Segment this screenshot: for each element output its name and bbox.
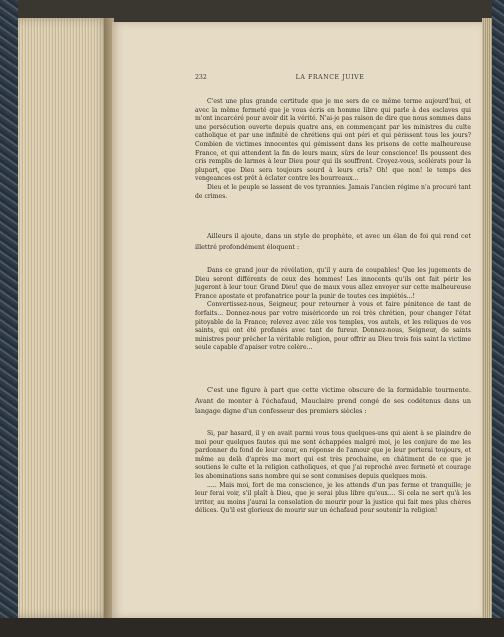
page-edges-left [18,18,110,618]
narration-text: Ailleurs il ajoute, dans un style de prophète, et avec un élan de foi qui rend cet illettré profondément éloquent : [195,232,471,251]
book-cover-left [0,0,18,637]
narration-paragraph-1 [195,231,471,252]
page-header [195,74,465,86]
page-content [112,22,482,618]
quote-paragraph: Si, par hasard, il y en avait parmi vous tous quelques-uns qui aient à se plaindre de moi pour quelques fautes qui me sont échappées malgré moi, je les conjure de me les pardonner du fond de leur cœur, en réponse de l'amour que je leur porterai toujours, et même au delà d'après ma mort qui est très prochaine, en châtiment de ce que je soutiens le culte et la religion catholiques, et que j'ai reproché avec fermeté et courage les abominations sans nombre qui se sont commises depuis quelques mois. [195,430,471,480]
book-cover-right [492,0,504,637]
narration-text: C'est une figure à part que cette victime obscure de la formidable tourmente. Avant de monter à l'échafaud, Mauclaire prend congé de ses codétenus dans un langage digne d'un confesseur des premiers siècles : [195,386,471,416]
narration-paragraph-2 [195,385,471,417]
table-surface [0,618,504,637]
running-title: LA FRANCE JUIVE [295,74,365,81]
quote-paragraph: Dans ce grand jour de révélation, qu'il y aura de coupables! Que les jugements de Dieu seront différents de ceux des hommes! Les innocents qu'ils ont fait périr les jugeront à leur tour. Grand Dieu! que de maux vous allez envoyer sur cette malheureuse France apostate et profanatrice pour la punir de toutes ces impiétés...! [195,267,471,300]
quote-paragraph: Dieu et le peuple se lassent de vos tyrannies. Jamais l'ancien régime n'a procuré tant de crimes. [195,183,471,200]
quote-block-2 [195,267,471,353]
quote-block-1 [195,98,471,201]
quote-paragraph: ..... Mais moi, fort de ma conscience, je les attends d'un pas ferme et tranquille; je leur ferai voir, s'il plaît à Dieu, que je serai plus libre qu'eux.... Si cela ne sert qu'à les irriter, au moins j'aurai la consolation de mourir pour la justice qui fait mes plus chères délices. Qu'il est glorieux de mourir sur un échafaud pour soutenir la religion! [195,481,471,515]
page-edges-right [482,18,492,618]
quote-block-3 [195,430,471,516]
page-number: 232 [195,74,207,81]
quote-paragraph: C'est une plus grande certitude que je me sers de ce même terme aujourd'hui, et avec la même fermeté que je vous écris en homme libre qui parle à des esclaves qui m'ont incarcéré pour avoir dit la vérité. N'ai-je pas raison de dire que nous sommes dans une persécution ouverte depuis quatre ans, en commençant par les ministres du culte catholique et par une infinité de chrétiens qui ont péri et qui périssent tous les jours? Combien de victimes innocentes qui gémissent dans les prisons de cette malheureuse France, et qui attendent la fin de leurs maux, sûrs de leur conscience! Ils poussent des cris remplis de larmes à leur Dieu pour qui ils souffrent. Croyez-vous, scélérats pour la plupart, que Dieu sera toujours sourd à leurs cris? Oh! que non! le temps des vengeances est prêt à éclater contre les bourreaux... [195,98,471,183]
quote-paragraph: Convertissez-nous, Seigneur, pour retourner à vous et faire pénitence de tant de forfaits... Donnez-nous par votre miséricorde un roi très chrétien, pour changer l'état pitoyable de la France; relevez avec zèle vos temples, vos autels, et les reliques de vos saints, qui ont été profanés avec tant de fureur. Donnez-nous, Seigneur, de saints ministres pour prêcher la véritable religion, pour offrir au Dieu trois fois saint la victime seule capable d'apaiser votre colère... [195,301,471,352]
